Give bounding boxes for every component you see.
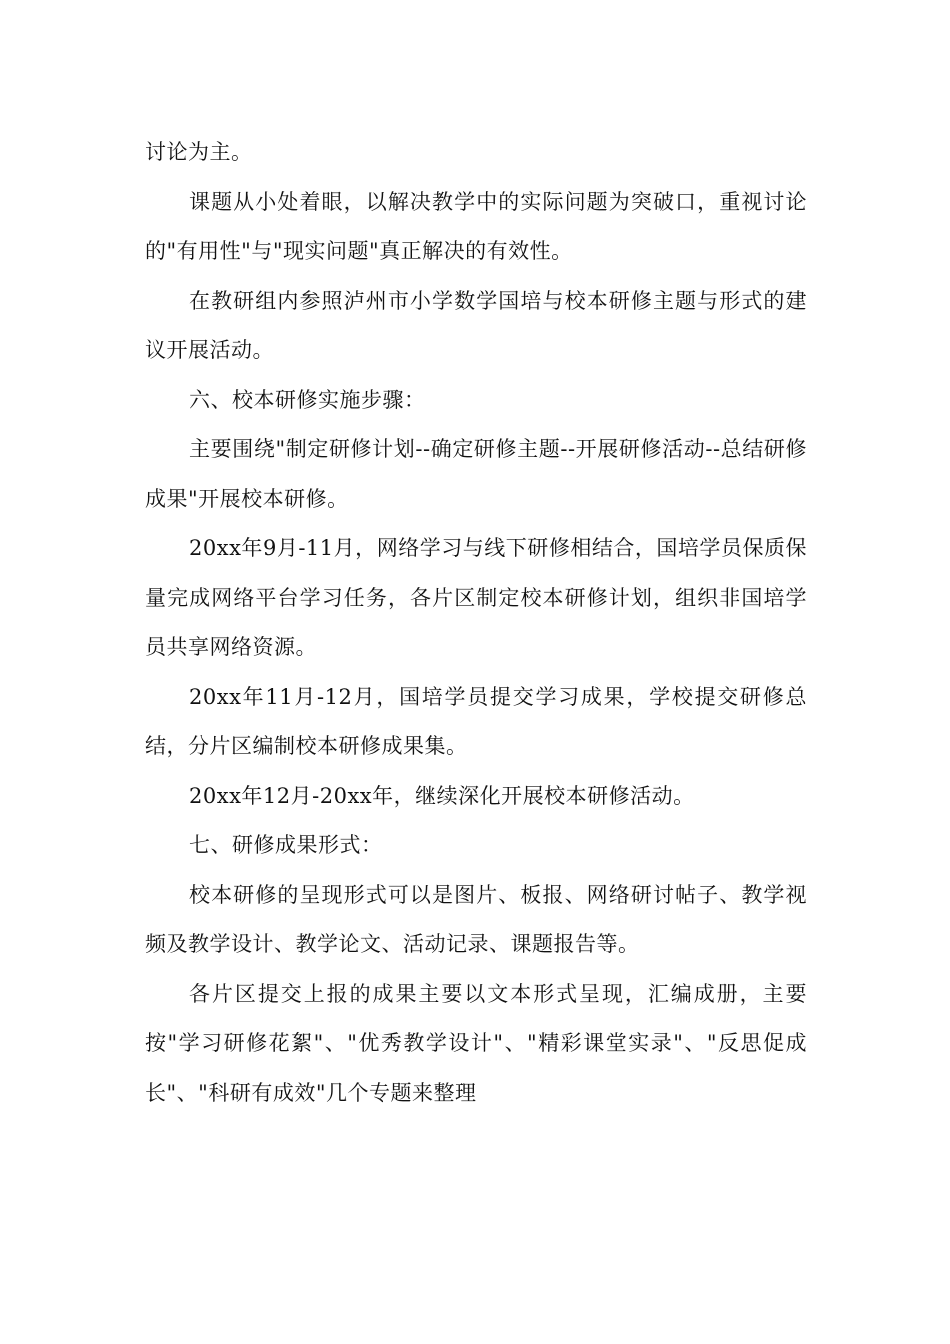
paragraph: 校本研修的呈现形式可以是图片、板报、网络研讨帖子、教学视频及教学设计、教学论文、活动记录、课题报告等。 [145,882,807,956]
paragraph: 20xx年11月-12月，国培学员提交学习成果，学校提交研修总结，分片区编制校本研修成果集。 [145,684,807,758]
paragraph: 各片区提交上报的成果主要以文本形式呈现，汇编成册，主要按"学习研修花絮"、"优秀教学设计"、"精彩课堂实录"、"反思促成长"、"科研有成效"几个专题来整理 [145,981,807,1105]
section-heading-steps: 六、校本研修实施步骤： [189,387,426,412]
document-body [145,128,807,1118]
paragraph: 主要围绕"制定研修计划--确定研修主题--开展研修活动--总结研修成果"开展校本研修。 [145,437,807,511]
paragraph: 20xx年9月-11月，网络学习与线下研修相结合，国培学员保质保量完成网络平台学习任务，各片区制定校本研修计划，组织非国培学员共享网络资源。 [145,536,807,659]
paragraph: 20xx年12月-20xx年，继续深化开展校本研修活动。 [189,783,695,808]
paragraph: 在教研组内参照泸州市小学数学国培与校本研修主题与形式的建议开展活动。 [145,288,807,362]
paragraph: 课题从小处着眼，以解决教学中的实际问题为突破口，重视讨论的"有用性"与"现实问题"真正解决的有效性。 [145,189,807,263]
section-heading-outcomes: 七、研修成果形式： [189,833,383,857]
paragraph-continuation: 讨论为主。 [145,140,253,164]
